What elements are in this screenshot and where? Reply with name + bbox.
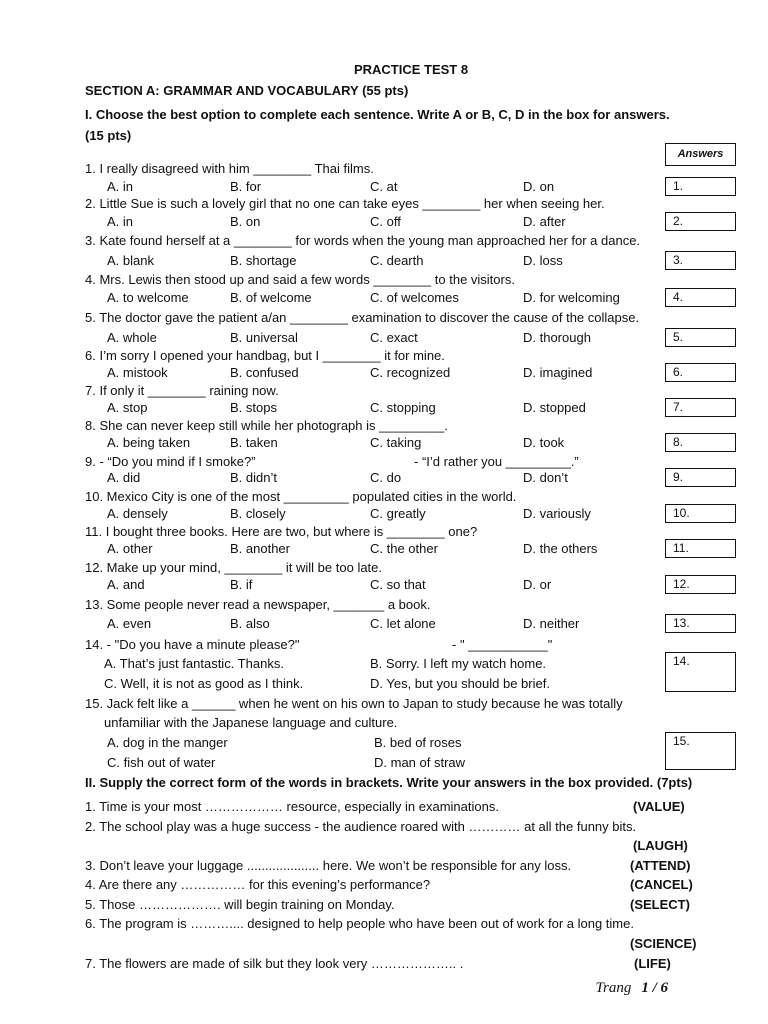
question-1-option-a: A. in: [107, 179, 134, 194]
question-13-option-c: C. let alone: [370, 616, 436, 631]
answer-box-11[interactable]: 11.: [665, 539, 736, 558]
footer-label: Trang: [595, 980, 632, 996]
question-1-text: 1. I really disagreed with him ________ Thai films.: [85, 161, 374, 176]
answer-box-15[interactable]: 15.: [665, 732, 736, 770]
word-form-cue-2: (LAUGH): [633, 838, 688, 853]
question-7-option-c: C. stopping: [370, 400, 436, 415]
page-title: PRACTICE TEST 8: [353, 62, 469, 77]
question-5-option-c: C. exact: [370, 330, 418, 345]
question-3-option-c: C. dearth: [370, 253, 424, 268]
question-7-option-a: A. stop: [107, 400, 148, 415]
question-9-option-c: C. do: [370, 470, 402, 485]
question-9-option-b: B. didn’t: [230, 470, 277, 485]
word-form-item-1: 1. Time is your most ……………… resource, especially in examinations.: [85, 799, 499, 814]
question-4-option-d: D. for welcoming: [523, 290, 620, 305]
question-5-text: 5. The doctor gave the patient a/an ________ examination to discover the cause of the collapse.: [85, 310, 640, 325]
word-form-cue-1: (VALUE): [633, 799, 685, 814]
question-15-option-b: B. bed of roses: [374, 735, 462, 750]
question-11-option-b: B. another: [230, 541, 290, 556]
question-3-option-a: A. blank: [107, 253, 154, 268]
answer-box-3[interactable]: 3.: [665, 251, 736, 270]
word-form-cue-5: (SELECT): [630, 897, 690, 912]
question-4-text: 4. Mrs. Lewis then stood up and said a few words ________ to the visitors.: [85, 272, 515, 287]
page-number: 1 / 6: [641, 980, 668, 996]
question-7-option-b: B. stops: [230, 400, 277, 415]
word-form-item-6: 6. The program is ……….... designed to help people who have been out of work for a long time.: [85, 916, 634, 931]
answer-box-12[interactable]: 12.: [665, 575, 736, 594]
question-4-option-c: C. of welcomes: [370, 290, 459, 305]
question-14-option-a: A. That’s just fantastic. Thanks.: [104, 656, 284, 671]
word-form-cue-4: (CANCEL): [630, 877, 693, 892]
question-8-option-a: A. being taken: [107, 435, 191, 450]
question-7-option-d: D. stopped: [523, 400, 586, 415]
question-8-text: 8. She can never keep still while her photograph is _________.: [85, 418, 448, 433]
question-6-text: 6. I’m sorry I opened your handbag, but I ________ it for mine.: [85, 348, 445, 363]
question-1-option-d: D. on: [523, 179, 555, 194]
word-form-item-5: 5. Those ………………. will begin training on Monday.: [85, 897, 395, 912]
word-form-item-4: 4. Are there any …………… for this evening’s performance?: [85, 877, 431, 892]
question-10-option-c: C. greatly: [370, 506, 426, 521]
question-2-option-b: B. on: [230, 214, 261, 229]
question-11-text: 11. I bought three books. Here are two, but where is ________ one?: [85, 524, 478, 539]
question-6-option-b: B. confused: [230, 365, 299, 380]
question-13-option-a: A. even: [107, 616, 152, 631]
question-15-text: 15. Jack felt like a ______ when he went on his own to Japan to study because he was totally: [85, 696, 623, 711]
question-2-option-d: D. after: [523, 214, 566, 229]
question-2-option-c: C. off: [370, 214, 401, 229]
question-15-text-cont: unfamiliar with the Japanese language and culture.: [104, 715, 398, 730]
question-14-option-c: C. Well, it is not as good as I think.: [104, 676, 304, 691]
answer-box-4[interactable]: 4.: [665, 288, 736, 307]
question-14-option-b: B. Sorry. I left my watch home.: [370, 656, 547, 671]
question-6-option-d: D. imagined: [523, 365, 593, 380]
question-13-option-b: B. also: [230, 616, 270, 631]
question-5-option-a: A. whole: [107, 330, 157, 345]
question-6-option-c: C. recognized: [370, 365, 451, 380]
question-5-option-d: D. thorough: [523, 330, 591, 345]
answers-header: Answers: [665, 143, 736, 166]
question-2-text: 2. Little Sue is such a lovely girl that no one can take eyes ________ her when seeing her.: [85, 196, 605, 211]
question-12-option-c: C. so that: [370, 577, 426, 592]
question-10-option-a: A. densely: [107, 506, 168, 521]
question-4-option-b: B. of welcome: [230, 290, 312, 305]
word-form-item-7: 7. The flowers are made of silk but they look very ……………….. .: [85, 956, 464, 971]
question-11-option-d: D. the others: [523, 541, 598, 556]
question-1-option-b: B. for: [230, 179, 262, 194]
answer-box-13[interactable]: 13.: [665, 614, 736, 633]
answer-box-6[interactable]: 6.: [665, 363, 736, 382]
part1-instruction: I. Choose the best option to complete each sentence. Write A or B, C, D in the box for answers.: [85, 107, 670, 122]
question-9-option-a: A. did: [107, 470, 141, 485]
question-9-option-d: D. don’t: [523, 470, 568, 485]
question-8-option-c: C. taking: [370, 435, 422, 450]
answer-box-5[interactable]: 5.: [665, 328, 736, 347]
answer-box-10[interactable]: 10.: [665, 504, 736, 523]
page-footer: [595, 980, 668, 996]
question-14-option-d: D. Yes, but you should be brief.: [370, 676, 550, 691]
word-form-item-2: 2. The school play was a huge success - the audience roared with ………… at all the funny bits.: [85, 819, 637, 834]
question-6-option-a: A. mistook: [107, 365, 168, 380]
word-form-cue-7: (LIFE): [634, 956, 671, 971]
question-15-option-a: A. dog in the manger: [107, 735, 228, 750]
question-12-option-a: A. and: [107, 577, 145, 592]
answer-box-7[interactable]: 7.: [665, 398, 736, 417]
question-12-text: 12. Make up your mind, ________ it will be too late.: [85, 560, 383, 575]
question-14-text: 14. - "Do you have a minute please?": [85, 637, 300, 652]
question-2-option-a: A. in: [107, 214, 134, 229]
answer-box-8[interactable]: 8.: [665, 433, 736, 452]
question-3-option-d: D. loss: [523, 253, 563, 268]
question-9-text: 9. - “Do you mind if I smoke?”: [85, 454, 256, 469]
word-form-item-3: 3. Don’t leave your luggage .................... here. We won’t be responsible for any loss.: [85, 858, 572, 873]
answer-box-1[interactable]: 1.: [665, 177, 736, 196]
question-10-text: 10. Mexico City is one of the most _________ populated cities in the world.: [85, 489, 517, 504]
part1-points: (15 pts): [85, 128, 132, 143]
word-form-cue-6: (SCIENCE): [630, 936, 697, 951]
part2-instruction: II. Supply the correct form of the words in brackets. Write your answers in the box provided. (7pts): [85, 775, 693, 790]
question-3-text: 3. Kate found herself at a ________ for words when the young man approached her for a dance.: [85, 233, 641, 248]
question-11-option-c: C. the other: [370, 541, 438, 556]
question-3-option-b: B. shortage: [230, 253, 297, 268]
question-14-reply: - " ___________": [452, 637, 553, 652]
question-12-option-b: B. if: [230, 577, 253, 592]
question-8-option-b: B. taken: [230, 435, 278, 450]
question-15-option-c: C. fish out of water: [107, 755, 216, 770]
question-4-option-a: A. to welcome: [107, 290, 189, 305]
answer-box-9[interactable]: 9.: [665, 468, 736, 487]
section-heading: SECTION A: GRAMMAR AND VOCABULARY (55 pts): [85, 83, 409, 98]
question-10-option-b: B. closely: [230, 506, 286, 521]
question-10-option-d: D. variously: [523, 506, 591, 521]
question-11-option-a: A. other: [107, 541, 153, 556]
question-7-text: 7. If only it ________ raining now.: [85, 383, 279, 398]
question-9-reply: - “I’d rather you _________.”: [414, 454, 579, 469]
question-5-option-b: B. universal: [230, 330, 298, 345]
question-8-option-d: D. took: [523, 435, 565, 450]
question-13-option-d: D. neither: [523, 616, 580, 631]
word-form-cue-3: (ATTEND): [630, 858, 691, 873]
answer-box-2[interactable]: 2.: [665, 212, 736, 231]
question-12-option-d: D. or: [523, 577, 552, 592]
question-15-option-d: D. man of straw: [374, 755, 466, 770]
answer-box-14[interactable]: 14.: [665, 652, 736, 692]
question-1-option-c: C. at: [370, 179, 398, 194]
question-13-text: 13. Some people never read a newspaper, _______ a book.: [85, 597, 431, 612]
